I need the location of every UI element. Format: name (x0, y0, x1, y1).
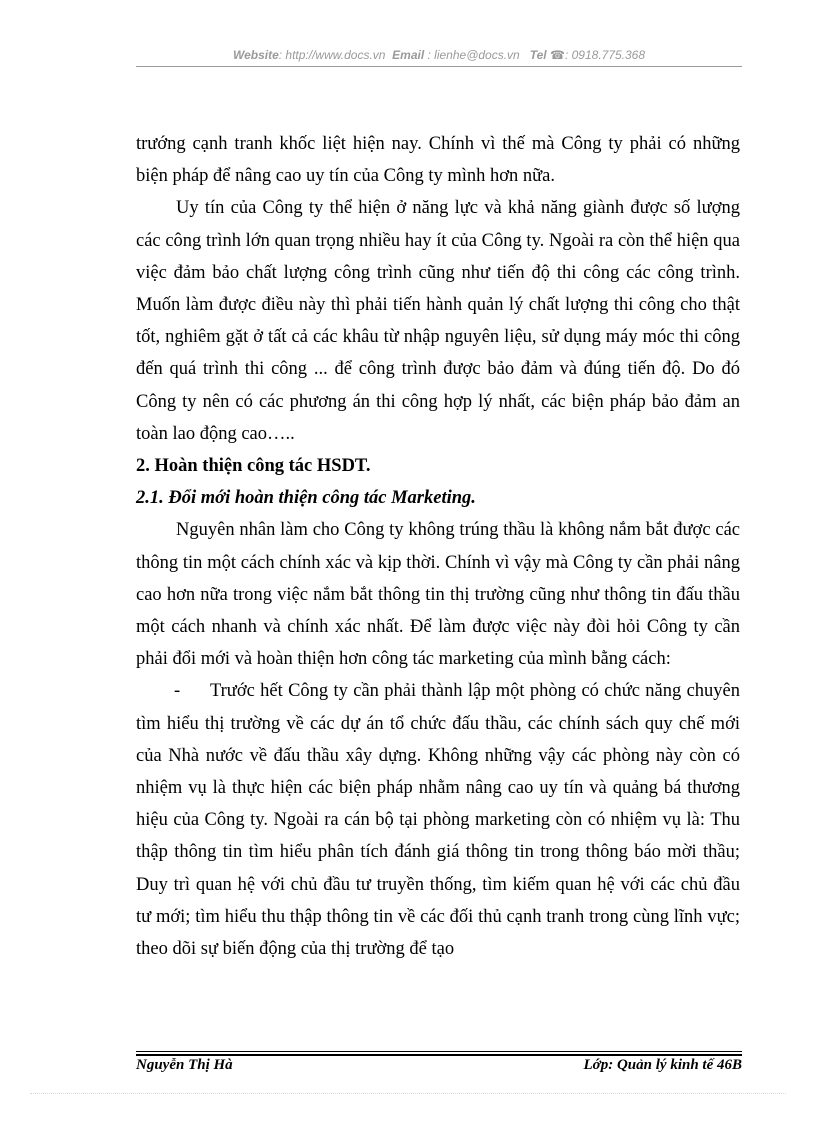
page-header (136, 48, 742, 62)
footer-author: Nguyễn Thị Hà (136, 1057, 233, 1073)
website-label: Website (232, 48, 279, 62)
email-value: : lienhe@docs.vn (427, 48, 520, 62)
paragraph-reputation: Uy tín của Công ty thể hiện ở năng lực và khả năng giành được số lượng các công trình lớn quan trọng nhiều hay ít của Công ty. Ngoài ra còn thể hiện qua việc đảm bảo chất lượng công trình cũng như tiến độ thi công các công trình. Muốn làm được điều này thì phải tiến hành quản lý chất lượng thi công cho thật tốt, nghiêm gặt ở tất cả các khâu từ nhập nguyên liệu, sử dụng máy móc thi công đến quá trình thi công ... để công trình được bảo đảm và đúng tiến độ. Do đó Công ty nên có các phương án thi công hợp lý nhất, các biện pháp bảo đảm an toàn lao động cao….. (136, 198, 740, 444)
paragraph-marketing: Nguyên nhân làm cho Công ty không trúng thầu là không nắm bắt được các thông tin một cách chính xác và kịp thời. Chính vì vậy mà Công ty cần phải nâng cao hơn nữa trong việc nắm bắt thông tin thị trường cũng như thông tin đấu thầu một cách nhanh và chính xác nhất. Để làm được việc này đòi hỏi Công ty cần phải đổi mới và hoàn thiện hơn công tác marketing của mình bằng cách: (136, 520, 740, 670)
bullet-marker: - (174, 681, 181, 702)
footer-class: Lớp: Quản lý kinh tế 46B (583, 1057, 742, 1073)
bullet-text: Trước hết Công ty cần phải thành lập một phòng có chức năng chuyên tìm hiểu thị trường về các dự án tổ chức đấu thầu, các chính sách quy chế mới của Nhà nước về đấu thầu xây dựng. Không những vậy các phòng này còn có nhiệm vụ là thực hiện các biện pháp nhằm nâng cao uy tín và quảng bá thương hiệu của Công ty. Ngoài ra cán bộ tại phòng marketing còn có nhiệm vụ là: Thu thập thông tin tìm hiểu phân tích đánh giá thông tin trong thông báo mời thầu; Duy trì quan hệ với chủ đầu tư truyền thống, tìm kiếm quan hệ với các chủ đầu tư mới; tìm hiểu thu thập thông tin về các đối thủ cạnh tranh trong cùng lĩnh vực; theo dõi sự biến động của thị trường để tạo (136, 681, 740, 960)
paragraph-continuation: trướng cạnh tranh khốc liệt hiện nay. Chính vì thế mà Công ty phải có những biện pháp để nâng cao uy tín của Công ty mình hơn nữa. (136, 134, 740, 187)
subsection-heading: 2.1. Đổi mới hoàn thiện công tác Marketing. (136, 488, 476, 509)
email-label: Email (392, 48, 425, 62)
website-value: : http://www.docs.vn (278, 48, 386, 62)
section-heading: 2. Hoàn thiện công tác HSDT. (136, 456, 371, 477)
footer-divider-thin (136, 1051, 742, 1052)
page-bottom-dotted-line (30, 1093, 786, 1094)
footer-divider-thick (136, 1054, 742, 1056)
tel-value: : 0918.775.368 (564, 48, 646, 62)
header-divider (136, 66, 742, 67)
page-content (136, 128, 740, 965)
bullet-item (136, 675, 740, 965)
tel-label: Tel (529, 48, 547, 62)
phone-icon: ☎ (550, 48, 565, 62)
